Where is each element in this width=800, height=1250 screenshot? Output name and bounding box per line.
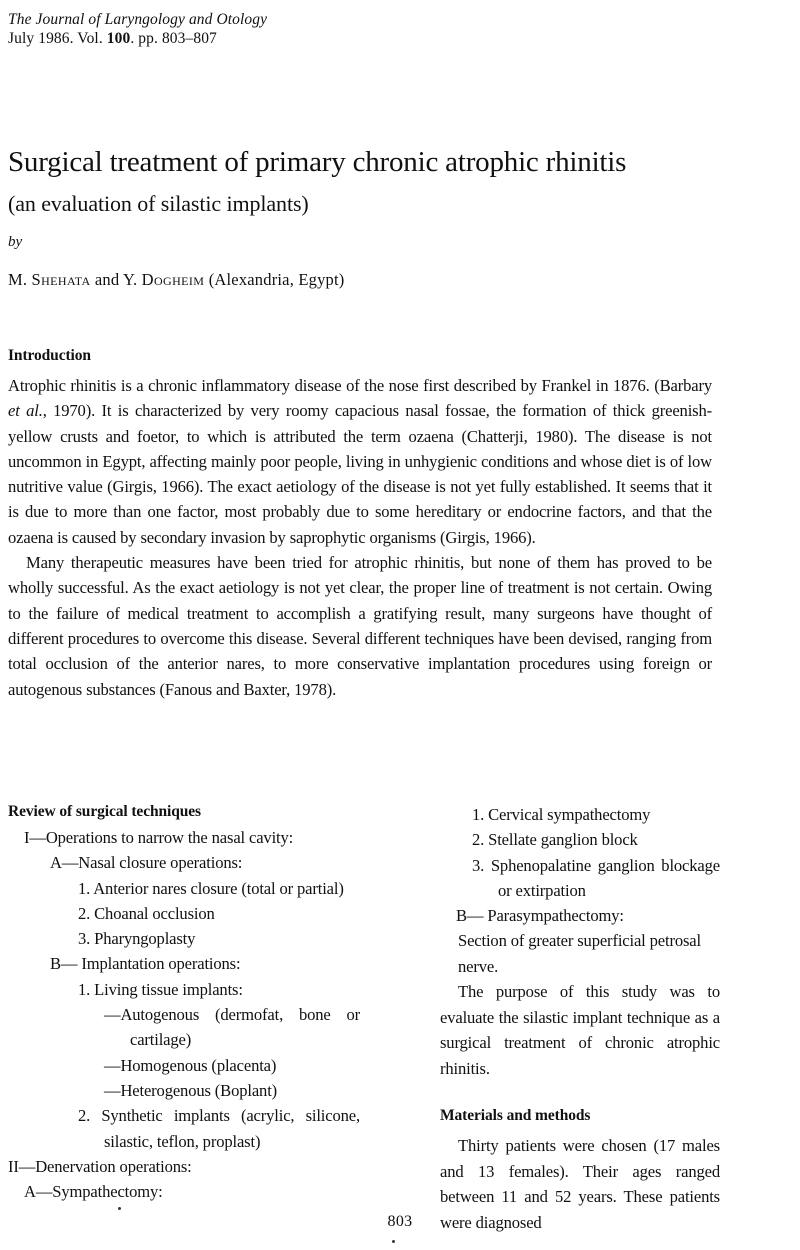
author-one-initial: M. — [8, 270, 32, 289]
scan-speck — [118, 1207, 121, 1210]
issue-line — [8, 29, 712, 49]
author-one-surname: Shehata — [31, 270, 91, 289]
introduction-paragraph-1: Atrophic rhinitis is a chronic inflammatory disease of the nose first described by Frankel in 1876. (Barbary et al., 1970). It is characterized by very roomy capacious nasal fossae, the formation of thick greenish-yellow crusts and foetor, to which is attributed the term ozaena (Chatterji, 1980). The disease is not uncommon in Egypt, affecting mainly poor people, living in unhygienic conditions and whose diet is of low nutritive value (Girgis, 1966). The exact aetiology of the disease is not yet fully established. It seems that it is due to more than one factor, most probably due to some hereditary or endocrine factors, and that the ozaena is caused by secondary invasion by saprophytic organisms (Girgis, 1966). — [8, 376, 712, 547]
introduction-paragraph-2: Many therapeutic measures have been tried for atrophic rhinitis, but none of them has proved to be wholly successful. As the exact aetiology is not yet clear, the proper line of treatment is not certain. Owing to the failure of medical treatment to accomplish a gratifying result, many surgeons have thought of different procedures to overcome this disease. Several different techniques have been devised, ranging from total occlusion of the anterior nares, to more conservative implantation procedures using foreign or autogenous substances (Fanous and Baxter, 1978). — [8, 553, 712, 699]
outline-item: 1. Living tissue implants: — [78, 979, 243, 999]
materials-paragraph-1: Thirty patients were chosen (17 males and 13 females). Their ages ranged between 11 and 52 years. These patients were diagnosed — [440, 1136, 720, 1232]
author-conjunction: and Y. — [90, 270, 142, 289]
outline-item: —Homogenous (placenta) — [104, 1055, 277, 1075]
outline-item: 2. Synthetic implants (acrylic, silicone, silastic, teflon, proplast) — [78, 1106, 360, 1151]
byline-authors — [8, 269, 696, 291]
author-two-surname: Dogheim — [141, 270, 205, 289]
left-column — [8, 802, 360, 1204]
introduction-heading: Introduction — [8, 347, 91, 364]
page-title: Surgical treatment of primary chronic atrophic rhinitis — [8, 146, 627, 178]
review-heading: Review of surgical techniques — [8, 803, 201, 820]
outline-item: Section of greater superficial petrosal nerve. — [458, 931, 701, 976]
review-outline-left — [8, 825, 360, 1204]
author-affiliation: (Alexandria, Egypt) — [204, 270, 345, 289]
outline-item: —Heterogenous (Boplant) — [104, 1080, 278, 1100]
outline-item: 1. Anterior nares closure (total or partial) — [78, 878, 344, 898]
outline-item: 1. Cervical sympathectomy — [472, 805, 651, 824]
introduction-section — [8, 346, 712, 702]
et-al-italic: et al. — [8, 401, 43, 421]
outline-item: II—Denervation operations: — [8, 1156, 192, 1176]
scan-speck — [392, 1240, 395, 1243]
outline-item: 2. Choanal occlusion — [78, 903, 215, 923]
outline-item: B— Parasympathectomy: — [456, 906, 624, 926]
materials-heading: Materials and methods — [440, 1107, 591, 1125]
outline-item: A—Sympathectomy: — [24, 1182, 163, 1202]
outline-item: 3. Pharyngoplasty — [78, 929, 196, 949]
running-head — [8, 10, 712, 49]
right-column — [440, 802, 720, 1235]
title-block — [8, 145, 696, 291]
review-outline-right — [440, 802, 720, 979]
journal-title: The Journal of Laryngology and Otology — [8, 11, 268, 28]
issue-suffix: . pp. 803–807 — [130, 30, 217, 47]
outline-item: 3. Sphenopalatine ganglion blockage or extirpation — [472, 855, 720, 900]
page-number: 803 — [387, 1213, 413, 1230]
outline-item: B— Implantation operations: — [50, 954, 241, 974]
issue-prefix: July 1986. Vol. — [8, 30, 107, 47]
byline-by-label: by — [8, 234, 23, 250]
volume-number: 100 — [106, 30, 131, 47]
purpose-paragraph: The purpose of this study was to evaluate the silastic implant technique as a surgical treatment of chronic atrophic rhinitis. — [440, 982, 720, 1078]
article-subtitle: (an evaluation of silastic implants) — [8, 191, 309, 216]
outline-item: I—Operations to narrow the nasal cavity: — [24, 828, 294, 847]
outline-item: —Autogenous (dermofat, bone or cartilage) — [104, 1005, 360, 1050]
outline-item: A—Nasal closure operations: — [50, 853, 243, 873]
outline-item: 2. Stellate ganglion block — [472, 830, 638, 850]
